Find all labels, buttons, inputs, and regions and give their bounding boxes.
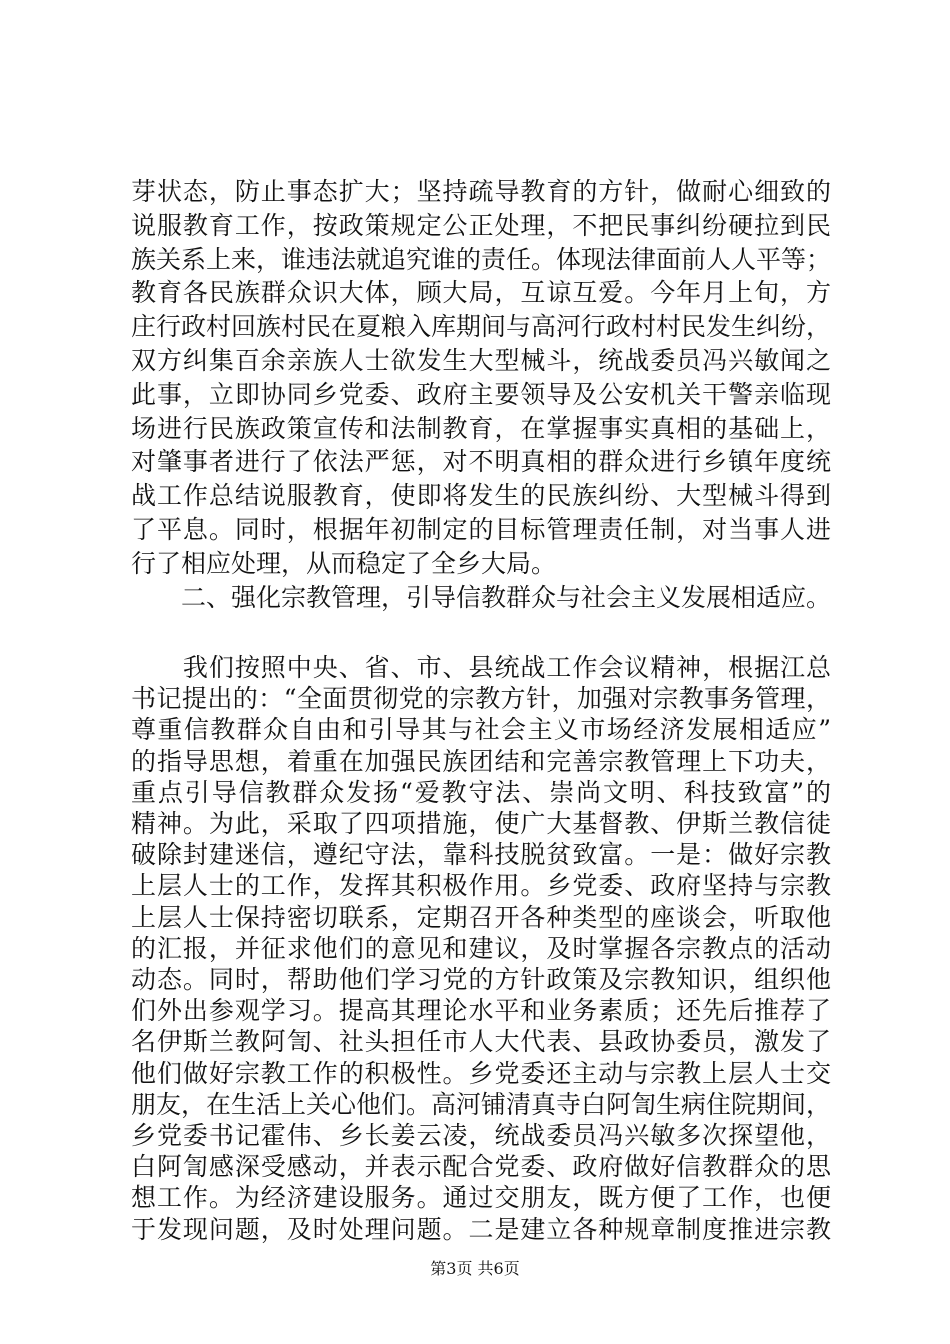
paragraph-2-line: 破除封建迷信，遵纪守法，靠科技脱贫致富。一是：做好宗教	[131, 840, 831, 870]
paragraph-1-line: 对肇事者进行了依法严惩，对不明真相的群众进行乡镇年度统	[131, 447, 831, 477]
paragraph-2-line: 重点引导信教群众发扬“爱教守法、崇尚文明、科技致富”的	[131, 777, 831, 807]
paragraph-2-line: 的指导思想，着重在加强民族团结和完善宗教管理上下功夫，	[131, 746, 831, 776]
paragraph-2-line: 白阿訇感深受感动，并表示配合党委、政府做好信教群众的思	[131, 1152, 831, 1182]
paragraph-2-line: 上层人士的工作，发挥其积极作用。乡党委、政府坚持与宗教	[131, 871, 831, 901]
paragraph-2-line: 动态。同时，帮助他们学习党的方针政策及宗教知识，组织他	[131, 965, 831, 994]
paragraph-2-line: 他们做好宗教工作的积极性。乡党委还主动与宗教上层人士交	[131, 1058, 831, 1088]
paragraph-1-line: 双方纠集百余亲族人士欲发生大型械斗，统战委员冯兴敏闻之	[131, 346, 831, 375]
paragraph-2-line: 于发现问题，及时处理问题。二是建立各种规章制度推进宗教	[131, 1214, 831, 1244]
paragraph-1-line: 说服教育工作，按政策规定公正处理，不把民事纠纷硬拉到民	[131, 210, 831, 240]
paragraph-2-line: 名伊斯兰教阿訇、社头担任市人大代表、县政协委员，激发了	[131, 1027, 831, 1057]
paragraph-2-line: 尊重信教群众自由和引导其与社会主义市场经济发展相适应”	[131, 715, 831, 745]
paragraph-2-line: 我们按照中央、省、市、县统战工作会议精神，根据江总	[131, 653, 831, 682]
paragraph-1-line: 芽状态，防止事态扩大；坚持疏导教育的方针，做耐心细致的	[131, 177, 831, 206]
paragraph-2-line: 朋友，在生活上关心他们。高河铺清真寺白阿訇生病住院期间，	[131, 1089, 832, 1119]
paragraph-2-line: 上层人士保持密切联系，定期召开各种类型的座谈会，听取他	[131, 902, 831, 932]
paragraph-2-line: 乡党委书记霍伟、乡长姜云凌，统战委员冯兴敏多次探望他，	[131, 1121, 831, 1150]
paragraph-1-line: 教育各民族群众识大体，顾大局，互谅互爱。今年月上旬，方	[131, 278, 831, 308]
paragraph-1-line: 行了相应处理，从而稳定了全乡大局。	[131, 548, 557, 578]
paragraph-2-line: 书记提出的：“全面贯彻党的宗教方针，加强对宗教事务管理，	[131, 684, 831, 714]
paragraph-1-line: 场进行民族政策宣传和法制教育，在掌握事实真相的基础上，	[131, 413, 831, 443]
paragraph-1-line: 战工作总结说服教育，使即将发生的民族纠纷、大型械斗得到	[131, 481, 831, 511]
paragraph-1-line: 了平息。同时，根据年初制定的目标管理责任制，对当事人进	[131, 515, 831, 544]
paragraph-2-line: 的汇报，并征求他们的意见和建议，及时掌握各宗教点的活动	[131, 933, 831, 963]
section-heading: 二、强化宗教管理，引导信教群众与社会主义发展相适应。	[181, 582, 832, 612]
paragraph-2-line: 想工作。为经济建设服务。通过交朋友，既方便了工作，也便	[131, 1183, 831, 1213]
paragraph-1-line: 族关系上来，谁违法就追究谁的责任。体现法律面前人人平等；	[131, 244, 832, 274]
paragraph-2-line: 精神。为此，采取了四项措施，使广大基督教、伊斯兰教信徒	[131, 809, 831, 838]
paragraph-2-line: 们外出参观学习。提高其理论水平和业务素质；还先后推荐了	[131, 996, 831, 1026]
page-number-footer: 第3页 共6页	[430, 1258, 520, 1278]
paragraph-1-line: 此事，立即协同乡党委、政府主要领导及公安机关干警亲临现	[131, 379, 831, 409]
paragraph-1-line: 庄行政村回族村民在夏粮入库期间与高河行政村村民发生纠纷，	[131, 312, 832, 342]
